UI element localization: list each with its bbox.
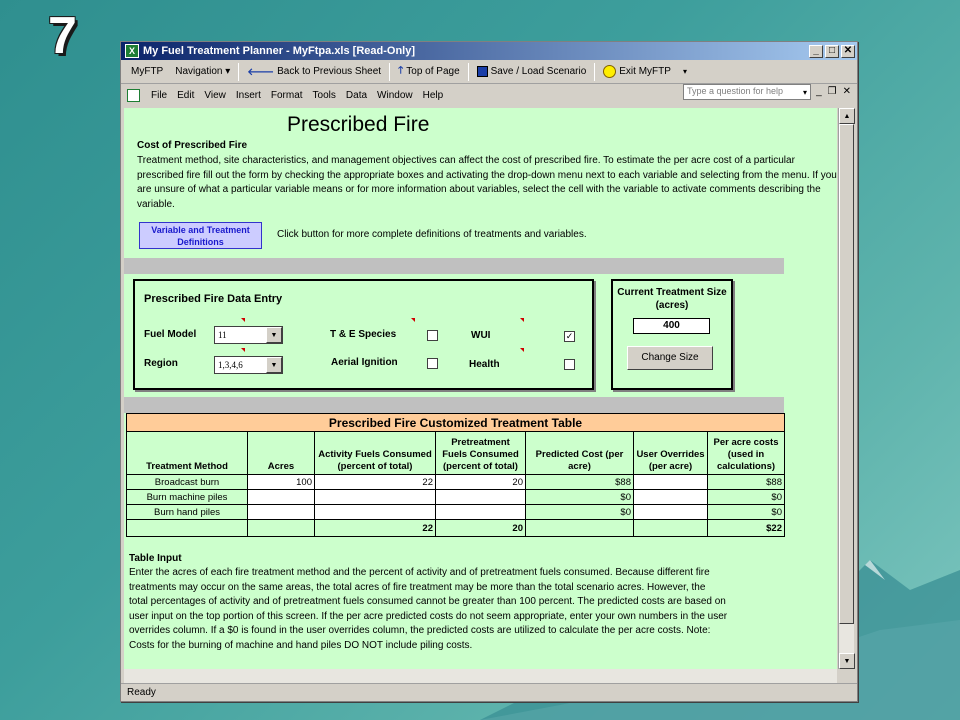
dropdown-arrow-icon[interactable]: ▼ — [266, 327, 282, 343]
pretreatment-fuels-cell[interactable] — [436, 505, 526, 520]
horizontal-scrollbar[interactable] — [124, 669, 837, 683]
pretreatment-fuels-cell[interactable] — [436, 490, 526, 505]
table-row — [127, 475, 785, 490]
toolbar-navigation[interactable]: Navigation ▾ — [175, 66, 231, 77]
table-input-description — [129, 566, 819, 654]
health-label: Health — [469, 359, 500, 370]
back-button[interactable] — [243, 64, 385, 80]
menu-file[interactable]: File — [151, 89, 168, 101]
comment-indicator — [241, 318, 245, 322]
definitions-note: Click button for more complete definitions of treatments and variables. — [277, 229, 587, 240]
workbook-minimize-button[interactable]: _ — [816, 86, 822, 97]
data-entry-panel — [133, 279, 594, 390]
toolbar-separator — [468, 63, 469, 81]
region-label: Region — [144, 358, 178, 369]
predicted-cost-cell: $0 — [526, 490, 634, 505]
menu-format[interactable]: Format — [270, 89, 303, 101]
excel-icon: X — [125, 44, 139, 58]
cost-description: Treatment method, site characteristics, and management objectives can affect the cost of prescribed fire. To estimate the per acre cost of a particular prescribed fire fill out the form by checking the appropriate boxes and activating the drop-down menu next to each variable and selecting from the menu. If you are unsure of what a particular variable means or for more information about variables, select the cell with the variable to activate comments describing the variable. — [137, 155, 837, 210]
worksheet — [124, 108, 837, 683]
toolbar-myftp[interactable]: MyFTP — [131, 66, 164, 77]
top-of-page-button[interactable] — [394, 61, 464, 82]
table-row — [127, 505, 785, 520]
status-text: Ready — [127, 687, 156, 698]
totals-row — [127, 520, 785, 537]
save-load-button[interactable] — [473, 64, 591, 79]
back-arrow-icon: 🡐 — [247, 66, 275, 78]
treatment-size-panel — [611, 279, 733, 390]
table-input-heading: Table Input — [129, 553, 182, 564]
excel-window — [120, 41, 858, 702]
menu-view[interactable]: View — [204, 89, 226, 101]
aerial-ignition-label: Aerial Ignition — [331, 357, 398, 368]
health-checkbox[interactable] — [564, 359, 575, 370]
total-cell — [526, 520, 634, 537]
dropdown-arrow-icon[interactable]: ▼ — [266, 357, 282, 373]
column-header: Activity Fuels Consumed (percent of total) — [315, 432, 436, 475]
treatment-table — [126, 413, 785, 537]
treatment-method-cell: Burn hand piles — [127, 505, 248, 520]
minimize-button[interactable]: _ — [809, 45, 823, 58]
per-acre-cost-cell: $0 — [708, 490, 785, 505]
per-acre-cost-cell: $88 — [708, 475, 785, 490]
toolbar-separator — [389, 63, 390, 81]
workbook-restore-button[interactable]: ❐ — [827, 86, 837, 97]
comment-indicator — [241, 348, 245, 352]
myftp-toolbar — [121, 60, 857, 84]
wui-checkbox[interactable]: ✓ — [565, 331, 574, 341]
floppy-disk-icon — [477, 66, 488, 77]
menu-tools[interactable]: Tools — [312, 89, 336, 101]
activity-fuels-cell[interactable] — [315, 505, 436, 520]
toolbar-options-chevron-icon[interactable]: ▾ — [682, 67, 687, 76]
fuel-model-select[interactable] — [214, 326, 283, 344]
predicted-cost-cell: $88 — [526, 475, 634, 490]
help-dropdown-icon[interactable]: ▾ — [802, 87, 807, 97]
toolbar-separator — [594, 63, 595, 81]
total-cell — [248, 520, 315, 537]
acres-cell[interactable]: 100 — [248, 475, 315, 490]
comment-indicator — [411, 318, 415, 322]
acres-cell[interactable] — [248, 490, 315, 505]
section-divider — [124, 397, 784, 413]
column-header: Predicted Cost (per acre) — [526, 432, 634, 475]
vertical-scrollbar[interactable] — [838, 108, 854, 669]
menu-edit[interactable]: Edit — [177, 89, 195, 101]
change-size-button[interactable]: Change Size — [627, 346, 713, 370]
total-cell — [127, 520, 248, 537]
window-title: My Fuel Treatment Planner - MyFtpa.xls [Read-Only] — [143, 45, 415, 57]
maximize-button[interactable]: □ — [825, 45, 839, 58]
menu-window[interactable]: Window — [377, 89, 413, 101]
page-title: Prescribed Fire — [287, 113, 430, 136]
te-species-label: T & E Species — [330, 329, 397, 340]
menu-data[interactable]: Data — [345, 89, 368, 101]
wui-label: WUI — [471, 330, 491, 341]
window-titlebar — [121, 42, 857, 60]
total-per-acre-cost: $22 — [708, 520, 785, 537]
exit-button[interactable] — [599, 63, 675, 80]
activity-fuels-cell[interactable] — [315, 490, 436, 505]
description-line: total percentages of activity and of pretreatment fuels consumed cannot be greater than 100 percent. The predicted costs are based on — [129, 596, 726, 608]
description-line: Enter the acres of each fire treatment method and the percent of activity and of pretreatment fuels consumed. Because different fire — [129, 567, 710, 578]
per-acre-cost-cell: $0 — [708, 505, 785, 520]
aerial-ignition-checkbox[interactable] — [427, 358, 438, 369]
treatment-size-title: Current Treatment Size (acres) — [617, 287, 727, 311]
scroll-down-icon[interactable]: ▼ — [839, 653, 855, 669]
section-divider — [124, 258, 784, 274]
exit-label: Exit MyFTP — [619, 66, 671, 77]
menu-insert[interactable]: Insert — [235, 89, 261, 101]
comment-indicator — [520, 348, 524, 352]
column-header: User Overrides (per acre) — [634, 432, 708, 475]
scroll-thumb[interactable] — [839, 124, 854, 624]
total-cell — [634, 520, 708, 537]
description-line: Costs for the burning of machine and hand piles DO NOT include piling costs. — [129, 639, 473, 651]
toolbar-separator — [238, 63, 239, 81]
total-pretreatment-fuels: 20 — [436, 520, 526, 537]
slide-number: 7 — [48, 7, 77, 65]
save-load-label: Save / Load Scenario — [490, 66, 587, 77]
comment-indicator — [520, 318, 524, 322]
treatment-size-value: 400 — [633, 318, 710, 334]
scroll-up-icon[interactable]: ▲ — [839, 108, 855, 124]
menu-help[interactable]: Help — [422, 89, 444, 101]
workbook-close-button[interactable]: ✕ — [842, 86, 851, 97]
description-line: user input on the top portion of this screen. If the per acre predicted costs do not seem appropriate, enter your own numbers in the user — [129, 610, 728, 622]
column-header: Per acre costs (used in calculations) — [708, 432, 785, 475]
description-line: overrides column. If a $0 is found in the user overrides column, the predicted costs are utilized to calculate the per acre costs. Note: — [129, 625, 711, 637]
region-value: 1,3,4,6 — [218, 360, 243, 370]
column-header: Pretreatment Fuels Consumed (percent of total) — [436, 432, 526, 475]
top-label: Top of Page — [406, 66, 460, 77]
fuel-model-value: 11 — [218, 330, 227, 340]
sheet-icon — [127, 89, 140, 102]
workbook-controls — [816, 86, 851, 97]
user-override-cell[interactable] — [634, 475, 708, 490]
pretreatment-fuels-cell[interactable]: 20 — [436, 475, 526, 490]
column-header: Treatment Method — [127, 432, 248, 475]
column-header: Acres — [248, 432, 315, 475]
treatment-table-title: Prescribed Fire Customized Treatment Table — [127, 414, 785, 432]
te-species-checkbox[interactable] — [427, 330, 438, 341]
smiley-icon — [603, 65, 616, 78]
region-select[interactable] — [214, 356, 283, 374]
data-entry-title: Prescribed Fire Data Entry — [144, 293, 283, 305]
acres-cell[interactable] — [248, 505, 315, 520]
predicted-cost-cell: $0 — [526, 505, 634, 520]
total-activity-fuels: 22 — [315, 520, 436, 537]
definitions-button[interactable]: Variable and Treatment Definitions — [139, 222, 262, 249]
up-arrow-icon: 🡑 — [398, 65, 404, 76]
close-button[interactable]: ✕ — [841, 45, 855, 58]
cost-heading: Cost of Prescribed Fire — [137, 140, 248, 151]
description-line: treatments may occur on the same areas, the total acres of fire treatment may be more than the total scenario acres. However, the — [129, 581, 706, 593]
status-bar — [121, 683, 857, 701]
treatment-method-cell: Burn machine piles — [127, 490, 248, 505]
help-search-input[interactable]: Type a question for help — [683, 84, 811, 100]
activity-fuels-cell[interactable]: 22 — [315, 475, 436, 490]
user-override-cell[interactable] — [634, 505, 708, 520]
table-row — [127, 490, 785, 505]
fuel-model-label: Fuel Model — [144, 329, 197, 340]
back-label: Back to Previous Sheet — [277, 66, 382, 77]
treatment-method-cell: Broadcast burn — [127, 475, 248, 490]
user-override-cell[interactable] — [634, 490, 708, 505]
